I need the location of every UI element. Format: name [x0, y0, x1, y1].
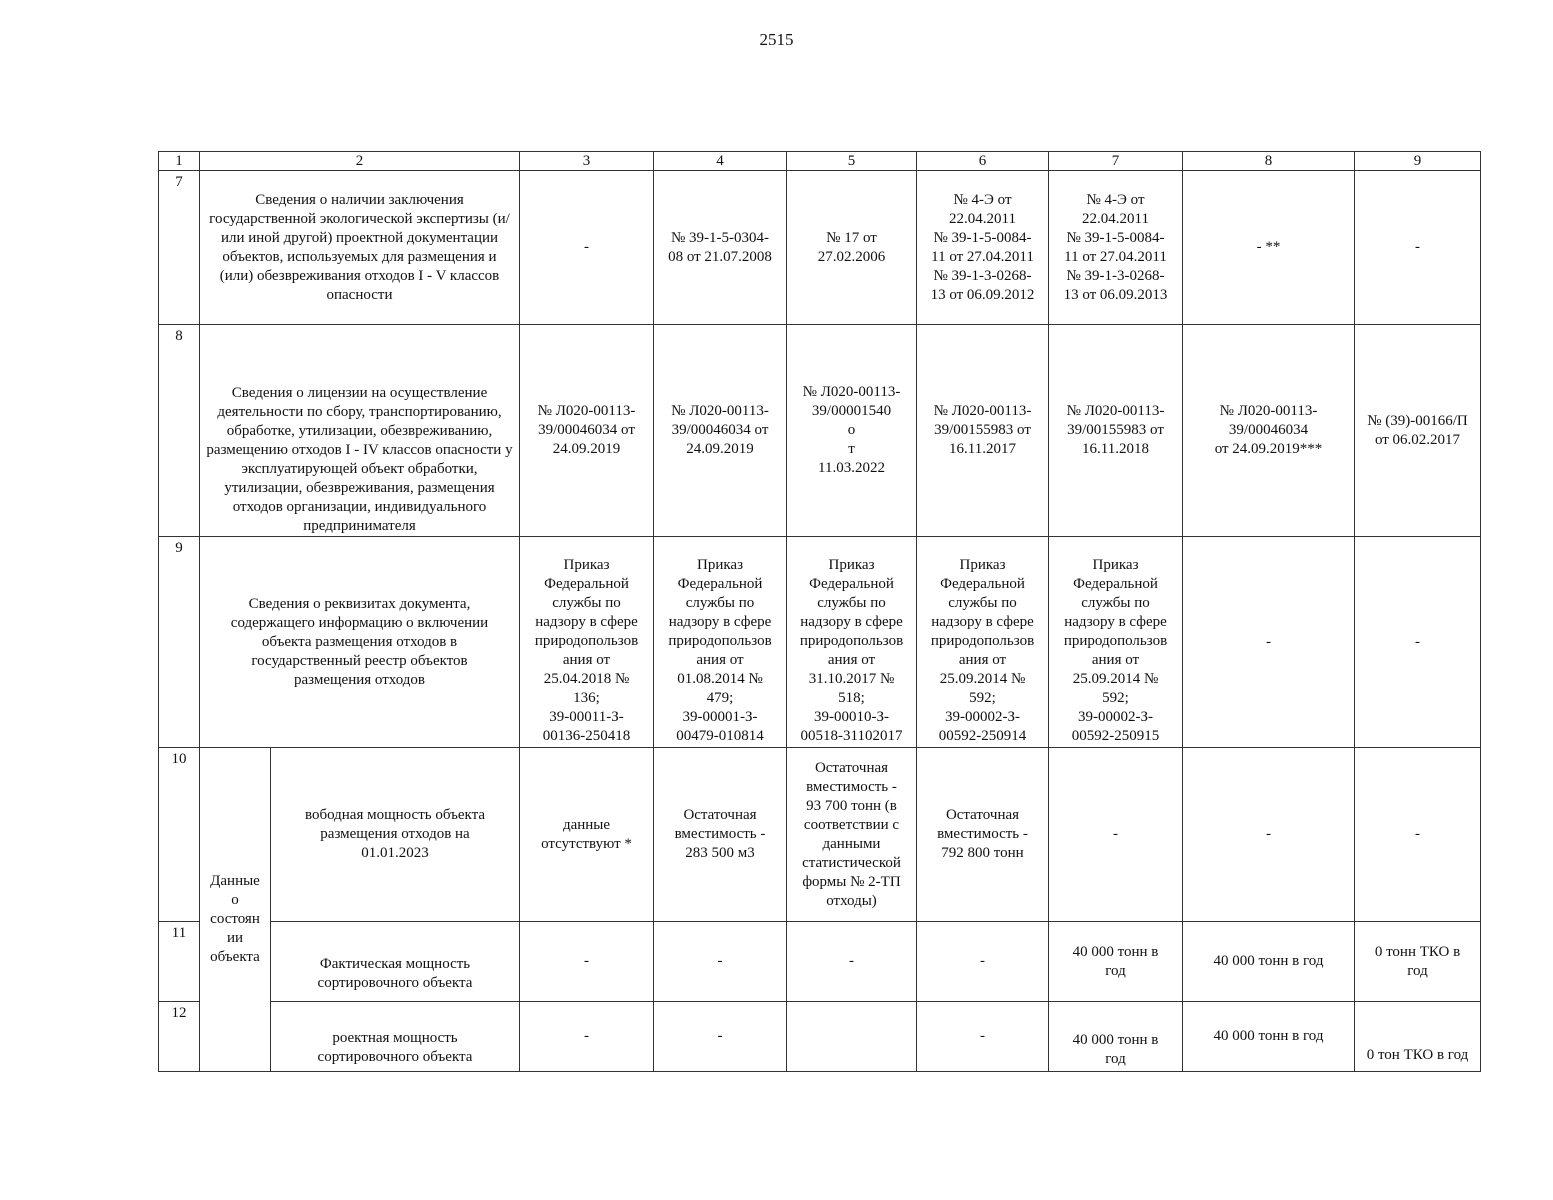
row-number: 9 — [159, 537, 200, 748]
cell-col-3: Приказ Федеральной службы по надзору в сфере природопользов ания от 25.04.2018 № 136; 39-00011-З- 00136-250418 — [520, 537, 654, 748]
cell-col-3: - — [520, 922, 654, 1002]
cell-col-8: - — [1183, 748, 1355, 922]
cell-col-6: № 4-Э от 22.04.2011 № 39-1-5-0084- 11 от 27.04.2011 № 39-1-3-0268- 13 от 06.09.2012 — [917, 171, 1049, 325]
row-label: Сведения о наличии заключения государственной экологической экспертизы (и/или иной другой) проектной документации объектов, используемых для размещения и (или) обезвреживания отходов I - V классов опасности — [200, 171, 520, 325]
cell-col-8: - — [1183, 537, 1355, 748]
row-label: Сведения о лицензии на осуществление деятельности по сбору, транспортированию, обработке, утилизации, обезвреживанию, размещению отходов I - IV классов опасности у эксплуатирующей объект обработки, утилизации, обезвреживания, размещения отходов организации, индивидуального предпринимателя — [200, 325, 520, 537]
cell-col-7: № Л020-00113- 39/00155983 от 16.11.2018 — [1049, 325, 1183, 537]
header-cell-2: 2 — [200, 152, 520, 171]
cell-col-3: - — [520, 171, 654, 325]
cell-col-6: № Л020-00113- 39/00155983 от 16.11.2017 — [917, 325, 1049, 537]
header-row — [159, 152, 1481, 171]
cell-col-4: Остаточная вместимость - 283 500 м3 — [654, 748, 787, 922]
row-number: 8 — [159, 325, 200, 537]
cell-col-8: 40 000 тонн в год — [1183, 1002, 1355, 1072]
waste-facility-table — [158, 151, 1481, 1072]
cell-col-5: - — [787, 922, 917, 1002]
row-label: Сведения о реквизитах документа, содержащего информацию о включении объекта размещения отходов в государственный реестр объектов размещения отходов — [200, 537, 520, 748]
cell-col-8: - ** — [1183, 171, 1355, 325]
cell-col-5: Приказ Федеральной службы по надзору в сфере природопользов ания от 31.10.2017 № 518; 39-00010-З- 00518-31102017 — [787, 537, 917, 748]
cell-col-4: № Л020-00113- 39/00046034 от 24.09.2019 — [654, 325, 787, 537]
header-cell-8: 8 — [1183, 152, 1355, 171]
header-cell-6: 6 — [917, 152, 1049, 171]
row-label: роектная мощность сортировочного объекта — [271, 1002, 520, 1072]
table-row — [159, 922, 1481, 1002]
cell-col-3: № Л020-00113- 39/00046034 от 24.09.2019 — [520, 325, 654, 537]
cell-col-6: Остаточная вместимость - 792 800 тонн — [917, 748, 1049, 922]
cell-col-6: - — [917, 922, 1049, 1002]
table-row — [159, 325, 1481, 537]
table-row — [159, 748, 1481, 922]
cell-col-9: - — [1355, 748, 1481, 922]
cell-col-5: № 17 от 27.02.2006 — [787, 171, 917, 325]
row-number: 7 — [159, 171, 200, 325]
header-cell-9: 9 — [1355, 152, 1481, 171]
row-number: 11 — [159, 922, 200, 1002]
group-label: Данные о состоян ии объекта — [200, 748, 271, 1072]
cell-col-7: 40 000 тонн в год — [1049, 922, 1183, 1002]
cell-col-9: 0 тонн ТКО в год — [1355, 922, 1481, 1002]
table-row — [159, 537, 1481, 748]
header-cell-3: 3 — [520, 152, 654, 171]
header-cell-5: 5 — [787, 152, 917, 171]
header-cell-4: 4 — [654, 152, 787, 171]
cell-col-9: 0 тон ТКО в год — [1355, 1002, 1481, 1072]
cell-col-6: Приказ Федеральной службы по надзору в сфере природопользов ания от 25.09.2014 № 592; 39-00002-З- 00592-250914 — [917, 537, 1049, 748]
cell-col-4: № 39-1-5-0304- 08 от 21.07.2008 — [654, 171, 787, 325]
cell-col-5 — [787, 1002, 917, 1072]
table-row — [159, 171, 1481, 325]
page-number: 2515 — [759, 30, 794, 49]
cell-col-5: № Л020-00113- 39/00001540 о т 11.03.2022 — [787, 325, 917, 537]
cell-col-9: - — [1355, 537, 1481, 748]
row-number: 10 — [159, 748, 200, 922]
cell-col-7: 40 000 тонн в год — [1049, 1002, 1183, 1072]
cell-col-8: № Л020-00113- 39/00046034 от 24.09.2019*** — [1183, 325, 1355, 537]
row-number: 12 — [159, 1002, 200, 1072]
cell-col-3: - — [520, 1002, 654, 1072]
cell-col-4: - — [654, 922, 787, 1002]
cell-col-9: № (39)-00166/П от 06.02.2017 — [1355, 325, 1481, 537]
cell-col-6: - — [917, 1002, 1049, 1072]
header-cell-7: 7 — [1049, 152, 1183, 171]
cell-col-5: Остаточная вместимость - 93 700 тонн (в соответствии с данными статистической формы № 2-ТП отходы) — [787, 748, 917, 922]
cell-col-7: Приказ Федеральной службы по надзору в сфере природопользов ания от 25.09.2014 № 592; 39-00002-З- 00592-250915 — [1049, 537, 1183, 748]
cell-col-9: - — [1355, 171, 1481, 325]
row-label: Фактическая мощность сортировочного объекта — [271, 922, 520, 1002]
cell-col-8: 40 000 тонн в год — [1183, 922, 1355, 1002]
header-cell-1: 1 — [159, 152, 200, 171]
cell-col-4: - — [654, 1002, 787, 1072]
cell-col-4: Приказ Федеральной службы по надзору в сфере природопользов ания от 01.08.2014 № 479; 39-00001-З- 00479-010814 — [654, 537, 787, 748]
cell-col-7: № 4-Э от 22.04.2011 № 39-1-5-0084- 11 от 27.04.2011 № 39-1-3-0268- 13 от 06.09.2013 — [1049, 171, 1183, 325]
table-row — [159, 1002, 1481, 1072]
cell-col-7: - — [1049, 748, 1183, 922]
row-label: вободная мощность объекта размещения отходов на 01.01.2023 — [271, 748, 520, 922]
cell-col-3: данные отсутствуют * — [520, 748, 654, 922]
